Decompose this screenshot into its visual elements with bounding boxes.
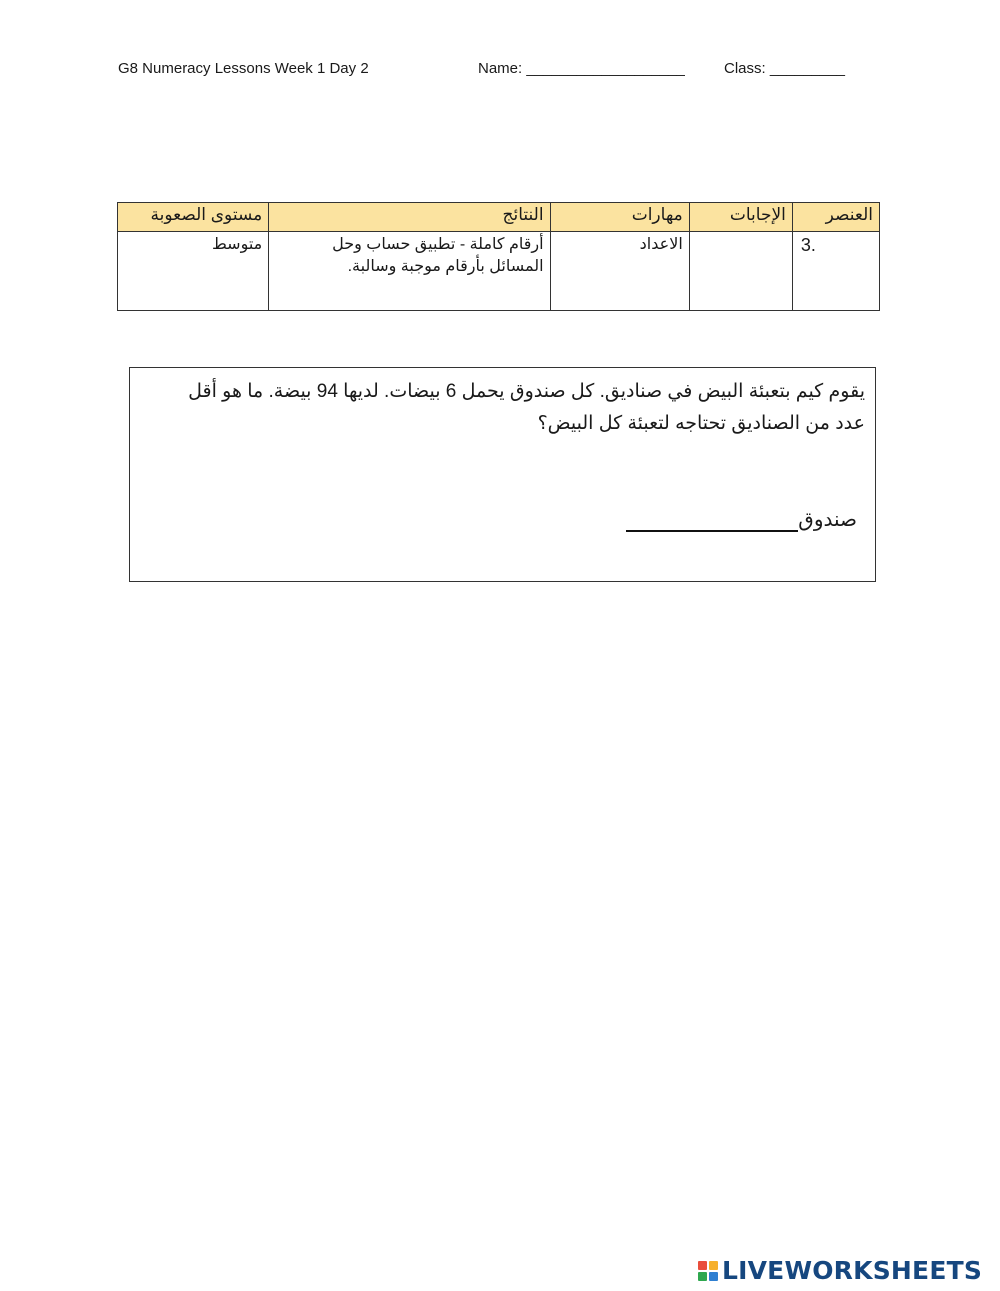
table-row	[118, 232, 880, 311]
logo-blocks-icon	[698, 1261, 718, 1281]
item-number: 3.	[792, 232, 879, 311]
question-text: يقوم كيم بتعبئة البيض في صناديق. كل صندوق يحمل 6 بيضات. لديها 94 بيضة. ما هو أقل عدد من الصناديق تحتاجه لتعبئة كل البيض؟	[188, 381, 865, 434]
logo-block-yellow	[709, 1261, 718, 1270]
logo-block-red	[698, 1261, 707, 1270]
logo-block-green	[698, 1272, 707, 1281]
header-skills: مهارات	[550, 203, 689, 232]
header-difficulty: مستوى الصعوبة	[118, 203, 269, 232]
name-field-label: Name: ___________________	[478, 60, 685, 77]
difficulty-cell: متوسط	[118, 232, 269, 311]
logo-block-blue	[709, 1272, 718, 1281]
worksheet-title: G8 Numeracy Lessons Week 1 Day 2	[118, 60, 369, 77]
header-answers: الإجابات	[689, 203, 792, 232]
answer-unit: صندوق	[798, 509, 857, 531]
answer-input[interactable]	[626, 504, 802, 530]
item-info-table	[117, 202, 880, 311]
header-outcomes: النتائج	[269, 203, 550, 232]
outcomes-cell: أرقام كاملة - تطبيق حساب وحل المسائل بأرقام موجبة وسالبة.	[269, 232, 550, 311]
table-header-row	[118, 203, 880, 232]
liveworksheets-logo	[698, 1256, 982, 1285]
logo-text: LIVEWORKSHEETS	[722, 1256, 983, 1285]
class-field-label: Class: _________	[724, 60, 845, 77]
question-box	[129, 367, 876, 582]
answer-blank[interactable]	[626, 504, 798, 532]
answer-row	[620, 504, 857, 532]
header-item: العنصر	[792, 203, 879, 232]
answers-cell	[689, 232, 792, 311]
skills-cell: الاعداد	[550, 232, 689, 311]
